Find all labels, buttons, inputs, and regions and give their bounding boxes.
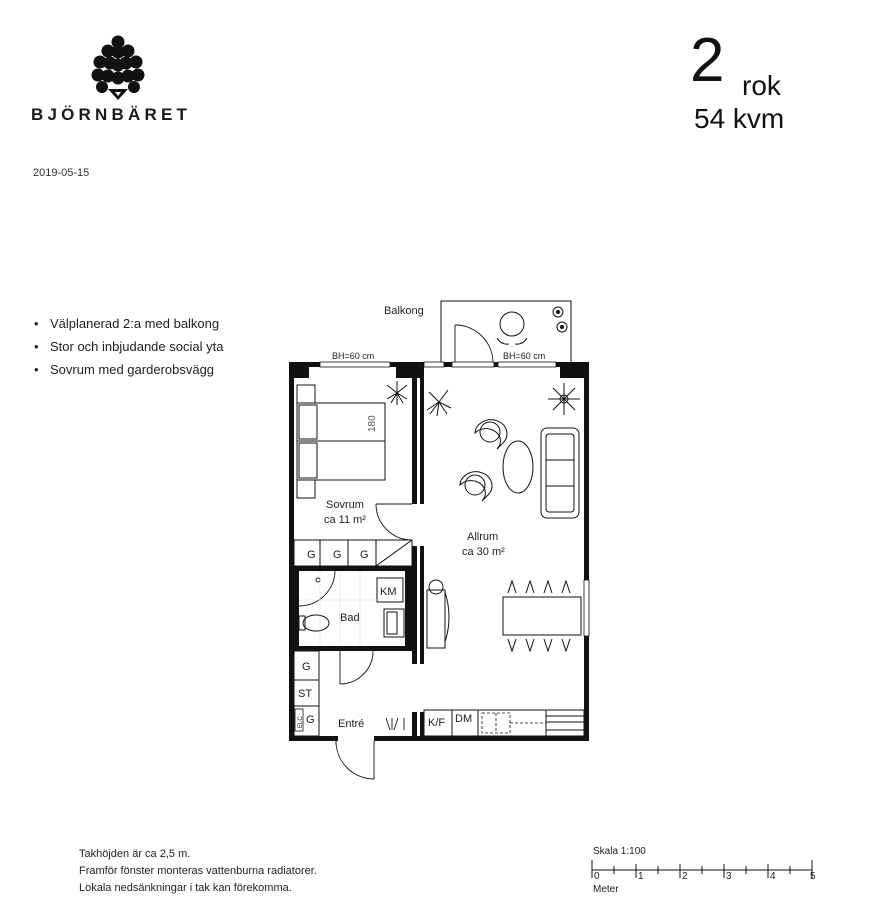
scale-unit: Meter [593,884,619,895]
hall-code-1: G [302,661,311,673]
coat-hooks-icon [386,718,404,730]
rooms-number: 2 [690,26,725,95]
palm-plant-icon [548,383,580,415]
bedroom-name: Sovrum [326,499,364,511]
fridge-freezer-code: K/F [428,717,446,729]
bedroom-door-icon [376,504,412,540]
shower-icon [299,571,335,606]
feature-text: Sovrum med garderobsvägg [50,362,215,377]
feature-item [34,339,224,355]
bullet-icon: • [34,362,39,377]
double-bed-icon [297,385,385,498]
feature-item [34,362,224,378]
note-line: Takhöjden är ca 2,5 m. [79,848,191,860]
window-height-living: BH=60 cm [503,351,546,361]
scale-tick-2: 2 [682,871,688,882]
stove-icon [482,713,546,733]
logo-berry-icon [88,34,148,104]
apartment-area: 54 kvm [694,103,785,134]
balcony-label: Balkong [384,305,424,317]
plant-icon [387,381,407,405]
toilet-icon [299,615,329,631]
coffee-table [503,441,533,493]
floor-plan [282,295,592,790]
bathroom-door-icon [340,651,373,684]
scale-tick-3: 3 [726,871,732,882]
bullet-icon: • [34,339,39,354]
armchair-icon [460,472,492,501]
sofa-icon [541,428,579,518]
scale-bar [590,843,830,898]
wardrobe-code-2: G [333,549,342,561]
note-line: Lokala nedsänkningar i tak kan förekomma. [79,882,292,894]
feature-list [34,316,224,385]
scale-tick-4: 4 [770,871,776,882]
entry-name: Entré [338,718,365,730]
balcony-table-icon [497,307,567,344]
hall-code-2: ST [298,688,313,700]
dining-table-icon [503,581,581,651]
living-room-area: ca 30 m² [462,546,505,558]
brand-name: BJÖRNBÄRET [31,105,192,124]
scale-tick-1: 1 [638,871,644,882]
window-height-bedroom: BH=60 cm [332,351,375,361]
note-line: Framför fönster monteras vattenburna radiatorer. [79,865,317,877]
bathroom-name: Bad [340,612,360,624]
scale-title: Skala 1:100 [593,846,646,857]
living-room-name: Allrum [467,531,499,543]
bathroom-tile-grid [299,571,377,646]
bedroom-area: ca 11 m² [324,514,366,526]
wardrobe-code-3: G [360,549,369,561]
bed-width-label: 180 [367,415,378,432]
rooms-unit: rok [742,70,781,101]
hall-code-3: G [306,714,315,726]
feature-item [34,316,224,332]
balcony-door-icon [455,325,493,363]
feature-text: Stor och inbjudande social yta [50,339,224,354]
feature-text: Välplanerad 2:a med balkong [50,316,220,331]
desk-icon [427,580,449,648]
plan-date: 2019-05-15 [33,167,90,179]
washing-machine-code: KM [380,586,397,598]
wardrobe-code-1: G [307,549,316,561]
sink-icon [384,609,404,637]
armchair-icon [475,420,507,449]
electric-cabinet-label: ELC [298,716,304,728]
bullet-icon: • [34,316,39,331]
dishwasher-code: DM [455,713,473,725]
plan-notes [79,846,317,897]
scale-tick-0: 0 [594,871,600,882]
scale-tick-5: 5 [810,871,816,882]
kitchen-counter [424,710,584,736]
entry-door-icon [336,741,374,779]
plant-icon [427,390,451,416]
